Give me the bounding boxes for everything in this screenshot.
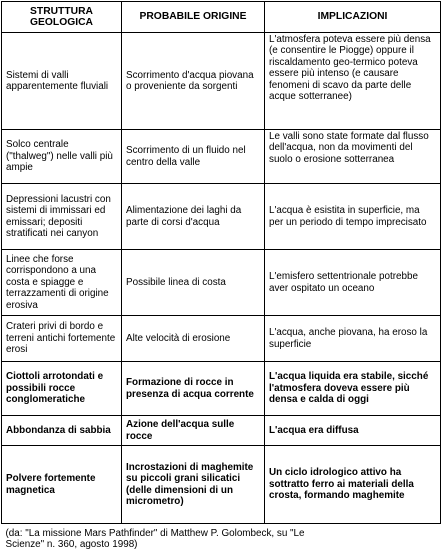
table-row (2, 362, 441, 416)
table-row (2, 184, 441, 250)
origin-cell: Scorrimento di un fluido nel centro della valle (122, 130, 265, 184)
implications-cell: L'acqua è esistita in superficie, ma per un periodo di tempo imprecisato (265, 184, 441, 250)
source-row (2, 524, 441, 551)
origin-cell: Formazione di rocce in presenza di acqua corrente (122, 362, 265, 416)
table-row (2, 250, 441, 316)
structure-cell: Depressioni lacustri con sistemi di immissari ed emissari; depositi stratificati nei canyon (2, 184, 122, 250)
header-row (2, 2, 441, 33)
origin-cell: Scorrimento d'acqua piovana o proveniente da sorgenti (122, 33, 265, 130)
structure-cell: Linee che forse corrispondono a una costa e spiagge e terrazzamenti di origine erosiva (2, 250, 122, 316)
structure-cell: Solco centrale ("thalweg") nelle valli più ampie (2, 130, 122, 184)
geology-table (1, 1, 441, 551)
implications-cell: Un ciclo idrologico attivo ha sottratto ferro ai materiali della crosta, formando maghemite (265, 446, 441, 524)
implications-cell: L'acqua, anche piovana, ha eroso la superficie (265, 316, 441, 362)
origin-cell: Possibile linea di costa (122, 250, 265, 316)
source-line-2: Scienze" n. 360, agosto 1998) (5, 539, 138, 551)
implications-cell: L'acqua era diffusa (265, 416, 441, 446)
table-row (2, 130, 441, 184)
source-line-1: (da: "La missione Mars Pathfinder" di Matthew P. Golombeck, su "Le (5, 528, 305, 539)
source-citation (2, 524, 441, 551)
origin-cell: Alimentazione dei laghi da parte di corsi d'acqua (122, 184, 265, 250)
table-row (2, 316, 441, 362)
table-row (2, 446, 441, 524)
header-structure: STRUTTURA GEOLOGICA (2, 2, 122, 33)
header-implications: IMPLICAZIONI (265, 2, 441, 33)
implications-cell: L'emisfero settentrionale potrebbe aver ospitato un oceano (265, 250, 441, 316)
structure-cell: Ciottoli arrotondati e possibili rocce conglomeratiche (2, 362, 122, 416)
implications-cell: L'atmosfera poteva essere più densa (e consentire le Piogge) oppure il riscaldamento geo-termico poteva essere più intenso (e causare fenomeni di scavo da parte delle acque sotterranee) (265, 33, 441, 130)
table-row (2, 33, 441, 130)
structure-cell: Abbondanza di sabbia (2, 416, 122, 446)
origin-cell: Alte velocità di erosione (122, 316, 265, 362)
implications-cell: Le valli sono state formate dal flusso dell'acqua, non da movimenti del suolo o erosione sotterranea (265, 130, 441, 184)
structure-cell: Polvere fortemente magnetica (2, 446, 122, 524)
structure-cell: Sistemi di valli apparentemente fluviali (2, 33, 122, 130)
implications-cell: L'acqua liquida era stabile, sicché l'atmosfera doveva essere più densa e calda di oggi (265, 362, 441, 416)
origin-cell: Azione dell'acqua sulle rocce (122, 416, 265, 446)
header-origin: PROBABILE ORIGINE (122, 2, 265, 33)
origin-cell: Incrostazioni di maghemite su piccoli grani silicatici (delle dimensioni di un micrometro) (122, 446, 265, 524)
structure-cell: Crateri privi di bordo e terreni antichi fortemente erosi (2, 316, 122, 362)
table-row (2, 416, 441, 446)
